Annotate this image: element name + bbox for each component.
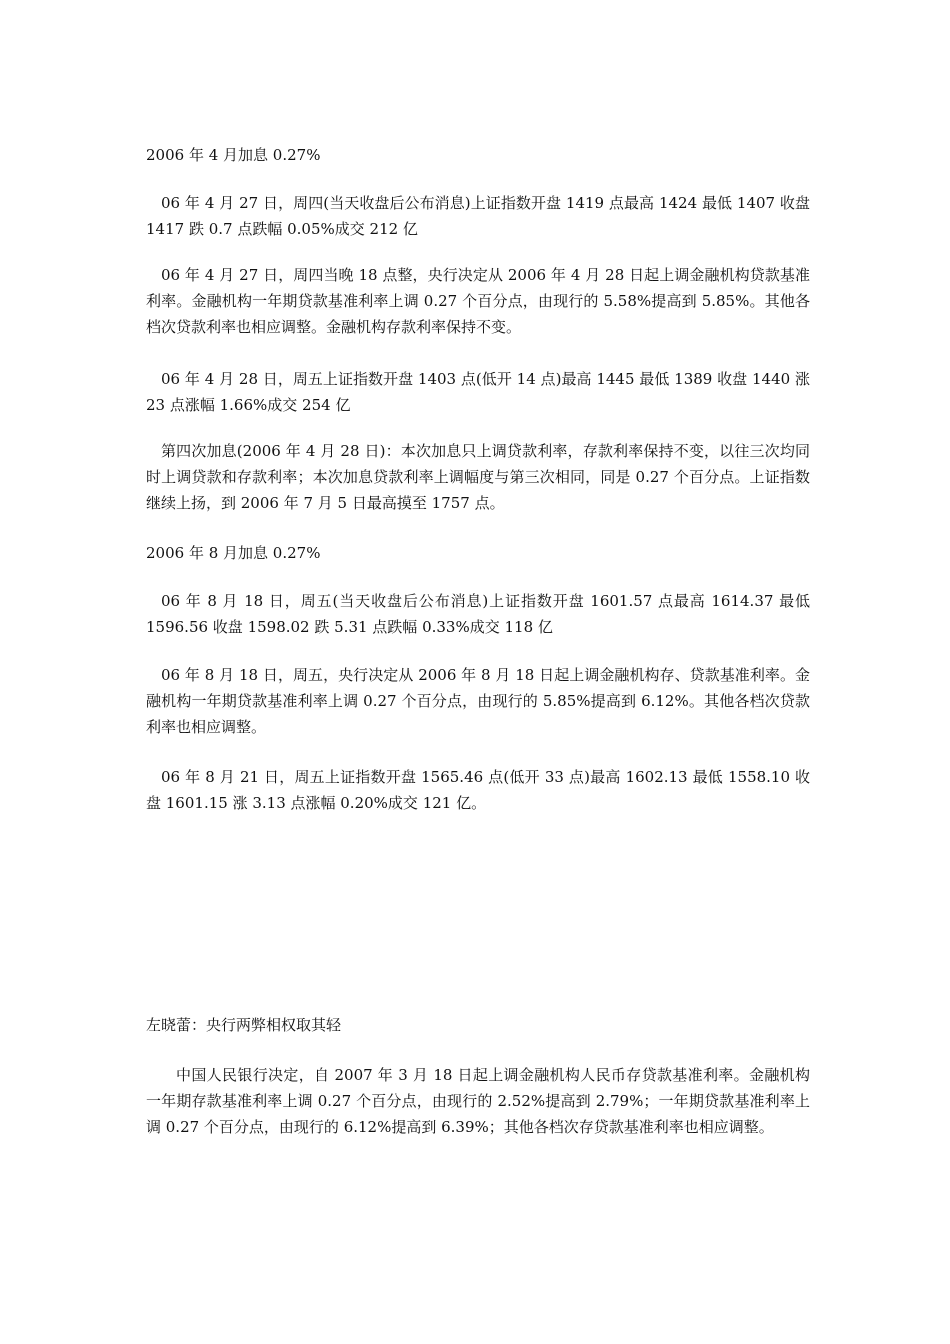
heading-zuo-xiaolei: 左晓蕾：央行两弊相权取其轻 [146, 1016, 342, 1034]
paragraph-aug18-central-bank: 06 年 8 月 18 日，周五，央行决定从 2006 年 8 月 18 日起上调金融机构存、贷款基准利率。金融机构一年期贷款基准利率上调 0.27 个百分点，由现行的 5.85%提高到 6.12%。其他各档次贷款利率也相应调整。 [146, 666, 810, 736]
paragraph-2007-rate-hike: 中国人民银行决定，自 2007 年 3 月 18 日起上调金融机构人民币存贷款基准利率。金融机构一年期存款基准利率上调 0.27 个百分点，由现行的 2.52%提高到 2.79%；一年期贷款基准利率上调 0.27 个百分点，由现行的 6.12%提高到 6.39%；其他各档次存贷款基准利率也相应调整。 [146, 1066, 810, 1136]
paragraph-apr28-market: 06 年 4 月 28 日，周五上证指数开盘 1403 点(低开 14 点)最高 1445 最低 1389 收盘 1440 涨 23 点涨幅 1.66%成交 254 亿 [146, 370, 810, 414]
heading-august-rate-hike: 2006 年 8 月加息 0.27% [146, 544, 321, 562]
paragraph-apr27-central-bank: 06 年 4 月 27 日，周四当晚 18 点整，央行决定从 2006 年 4 月 28 日起上调金融机构贷款基准利率。金融机构一年期贷款基准利率上调 0.27 个百分点，由现行的 5.58%提高到 5.85%。其他各档次贷款利率也相应调整。金融机构存款利率保持不变。 [146, 266, 810, 336]
heading-april-rate-hike: 2006 年 4 月加息 0.27% [146, 146, 321, 164]
paragraph-fourth-rate-hike: 第四次加息(2006 年 4 月 28 日)：本次加息只上调贷款利率，存款利率保持不变，以往三次均同时上调贷款和存款利率；本次加息贷款利率上调幅度与第三次相同，同是 0.27 个百分点。上证指数继续上扬，到 2006 年 7 月 5 日最高摸至 1757 点。 [146, 442, 810, 512]
paragraph-aug18-market: 06 年 8 月 18 日，周五(当天收盘后公布消息)上证指数开盘 1601.57 点最高 1614.37 最低 1596.56 收盘 1598.02 跌 5.31 点跌幅 0.33%成交 118 亿 [146, 592, 810, 636]
paragraph-apr27-market: 06 年 4 月 27 日，周四(当天收盘后公布消息)上证指数开盘 1419 点最高 1424 最低 1407 收盘 1417 跌 0.7 点跌幅 0.05%成交 212 亿 [146, 194, 810, 238]
paragraph-aug21-market: 06 年 8 月 21 日，周五上证指数开盘 1565.46 点(低开 33 点)最高 1602.13 最低 1558.10 收盘 1601.15 涨 3.13 点涨幅 0.20%成交 121 亿。 [146, 768, 810, 812]
